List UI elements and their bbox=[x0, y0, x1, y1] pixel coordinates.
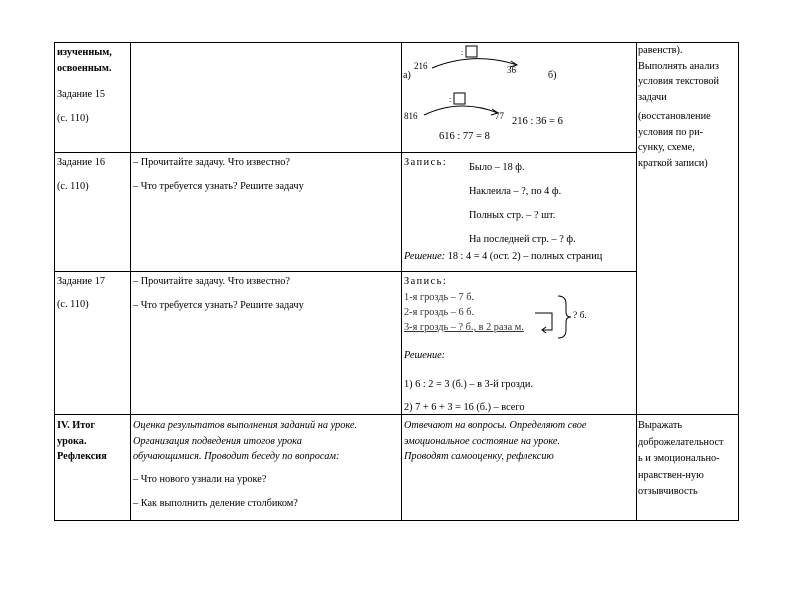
students-line: Отвечают на вопросы. Определяют свое bbox=[404, 420, 587, 431]
brace-icon bbox=[558, 296, 571, 338]
result-line: сунку, схеме, bbox=[638, 142, 695, 153]
row0-page-ref: (с. 110) bbox=[57, 113, 89, 124]
teacher-line: Оценка результатов выполнения заданий на уроке. bbox=[133, 420, 358, 431]
row2-page-ref: (с. 110) bbox=[57, 299, 89, 310]
question-line: – Как выполнить деление столбиком? bbox=[133, 498, 298, 509]
row0-result bbox=[638, 43, 719, 171]
students-line: эмоциональное состояние на уроке. bbox=[404, 435, 561, 447]
result-line: задачи bbox=[638, 91, 667, 103]
row1-teacher-text bbox=[133, 156, 304, 194]
stage-line: IV. Итог bbox=[57, 420, 96, 431]
scheme-line: 1-я гроздь – 7 б. bbox=[404, 292, 475, 303]
result-line: условия текстовой bbox=[638, 76, 720, 87]
solution-text: 18 : 4 = 4 (ост. 2) – полных страниц bbox=[445, 251, 603, 262]
record-line: На последней стр. – ? ф. bbox=[469, 234, 576, 245]
result-line: ь и эмоционально- bbox=[638, 453, 720, 464]
diagram-a-arrow bbox=[432, 59, 517, 68]
record-line: Было – 18 ф. bbox=[469, 162, 525, 173]
diagram-b-arrow bbox=[424, 106, 498, 115]
row1-page-ref: (с. 110) bbox=[57, 181, 89, 192]
question-line: – Что нового узнали на уроке? bbox=[133, 473, 267, 485]
solution-line: 2) 7 + 6 + 3 = 16 (б.) – всего bbox=[404, 402, 525, 413]
record-line: Полных стр. – ? шт. bbox=[469, 210, 556, 221]
equation-2: 616 : 77 = 8 bbox=[439, 131, 490, 142]
brace-label: ? б. bbox=[573, 311, 587, 321]
compare-arrow bbox=[535, 313, 552, 330]
result-line: доброжелательност bbox=[638, 436, 724, 448]
result-line: условия по ри- bbox=[638, 126, 704, 138]
task15-diagrams bbox=[402, 43, 636, 153]
row2-task-label: Задание 17 bbox=[57, 276, 106, 287]
teacher-line: – Что требуется узнать? Решите задачу bbox=[133, 181, 304, 192]
result-line: нравствен-ную bbox=[638, 469, 704, 481]
students-line: Проводят самооценку, рефлексию bbox=[404, 451, 554, 462]
result-line: равенств). bbox=[638, 45, 683, 56]
teacher-line: – Что требуется узнать? Решите задачу bbox=[133, 300, 304, 311]
result-line: Выражать bbox=[638, 420, 683, 431]
result-line: Выполнять анализ bbox=[638, 60, 719, 72]
row2-solution-label: Решение: bbox=[404, 350, 446, 361]
scheme-line: 2-я гроздь – 6 б. bbox=[404, 307, 475, 318]
row0-stage bbox=[57, 46, 112, 76]
svg-text::: : bbox=[449, 95, 452, 104]
row3-stage bbox=[57, 418, 107, 465]
diagram-a-right-number: 36 bbox=[507, 65, 516, 75]
row3-result bbox=[638, 418, 724, 501]
row0-task-label: Задание 15 bbox=[57, 89, 106, 100]
result-line: (восстановление bbox=[638, 111, 711, 122]
solution-line: 1) 6 : 2 = 3 (б.) – в 3-й грозди. bbox=[404, 379, 533, 390]
teacher-line: обучающимися. Проводит беседу по вопросам: bbox=[133, 451, 340, 462]
teacher-line: – Прочитайте задачу. Что известно? bbox=[133, 157, 290, 168]
teacher-line: Организация подведения итогов урока bbox=[133, 435, 302, 447]
record-line: Наклеила – ?, по 4 ф. bbox=[469, 186, 562, 197]
row2-solution-lines bbox=[404, 373, 533, 419]
row2-record-label: Запись: bbox=[404, 276, 448, 287]
row1-solution bbox=[404, 250, 602, 264]
row1-record-lines bbox=[469, 156, 576, 252]
row1-task-label: Задание 16 bbox=[57, 157, 106, 168]
diagram-b-left-number: 816 bbox=[404, 111, 418, 121]
row1-record-label: Запись: bbox=[404, 157, 448, 168]
diagram-a-left-number: 216 bbox=[414, 61, 428, 71]
svg-text::: : bbox=[461, 48, 464, 57]
row3-teacher-text bbox=[133, 418, 357, 512]
diagram-a-letter: а) bbox=[403, 70, 411, 81]
stage-line: урока. bbox=[57, 435, 87, 447]
diagram-b-letter: б) bbox=[548, 70, 557, 81]
row2-teacher-text bbox=[133, 275, 304, 313]
row3-students-text bbox=[404, 418, 586, 465]
result-line: краткой записи) bbox=[638, 157, 708, 169]
stage-line: Рефлексия bbox=[57, 451, 107, 462]
stage-line: изученным, bbox=[57, 47, 112, 58]
diagram-b-right-number: 77 bbox=[495, 111, 504, 121]
equation-1: 216 : 36 = 6 bbox=[512, 116, 563, 127]
scheme-line: 3-я гроздь – ? б., в 2 раза м. bbox=[404, 322, 524, 333]
result-line: отзывчивость bbox=[638, 486, 698, 497]
teacher-line: – Прочитайте задачу. Что известно? bbox=[133, 276, 290, 287]
stage-line: освоенным. bbox=[57, 63, 112, 74]
solution-label: Решение: bbox=[404, 251, 446, 262]
